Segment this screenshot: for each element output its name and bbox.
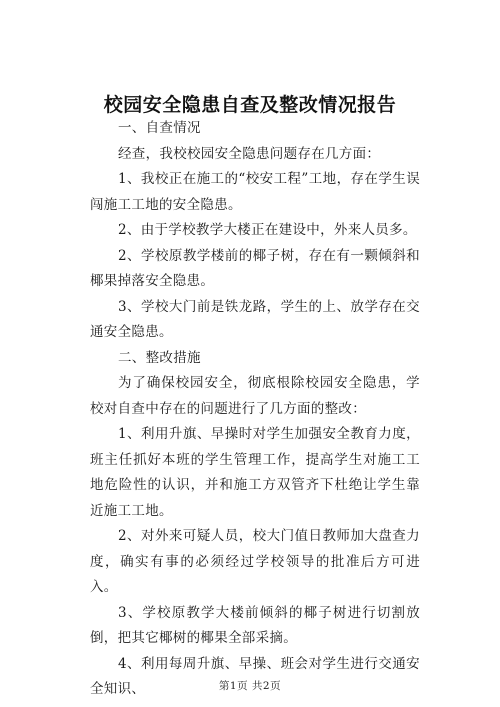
page-footer: 第1页 共2页 — [218, 680, 282, 692]
paragraph: 2、对外来可疑人员，校大门值日教师加大盘查力度，确实有事的必须经过学校领导的批准后方可进入。 — [90, 528, 420, 595]
paragraph: 3、学校大门前是铁龙路，学生的上、放学存在交通安全隐患。 — [90, 298, 420, 340]
paragraph: 经查，我校校园安全隐患问题存在几方面： — [118, 145, 381, 162]
paragraph: 2、学校原教学楼前的椰子树，存在有一颗倾斜和椰果掉落安全隐患。 — [90, 247, 420, 289]
paragraph: 1、利用升旗、早操时对学生加强安全教育力度，班主任抓好本班的学生管理工作，提高学生对施工工地危险性的认识，并和施工方双管齐下杜绝让学生靠近施工工地。 — [90, 426, 420, 519]
section-heading-self-check: 一、自查情况 — [118, 120, 201, 136]
document-title: 校园安全隐患自查及整改情况报告 — [103, 94, 397, 116]
paragraph: 2、由于学校教学大楼正在建设中，外来人员多。 — [118, 222, 417, 238]
paragraph: 1、我校正在施工的“校安工程”工地，存在学生误闯施工工地的安全隐患。 — [90, 171, 420, 213]
paragraph: 3、学校原教学大楼前倾斜的椰子树进行切割放倒，把其它椰树的椰果全部采摘。 — [90, 604, 420, 646]
section-heading-rectification: 二、整改措施 — [118, 349, 201, 366]
paragraph: 4、利用每周升旗、早操、班会对学生进行交通安全知识、 — [90, 655, 420, 697]
paragraph: 为了确保校园安全，彻底根除校园安全隐患，学校对自查中存在的问题进行了几方面的整改： — [90, 375, 420, 417]
document-body — [90, 116, 420, 703]
